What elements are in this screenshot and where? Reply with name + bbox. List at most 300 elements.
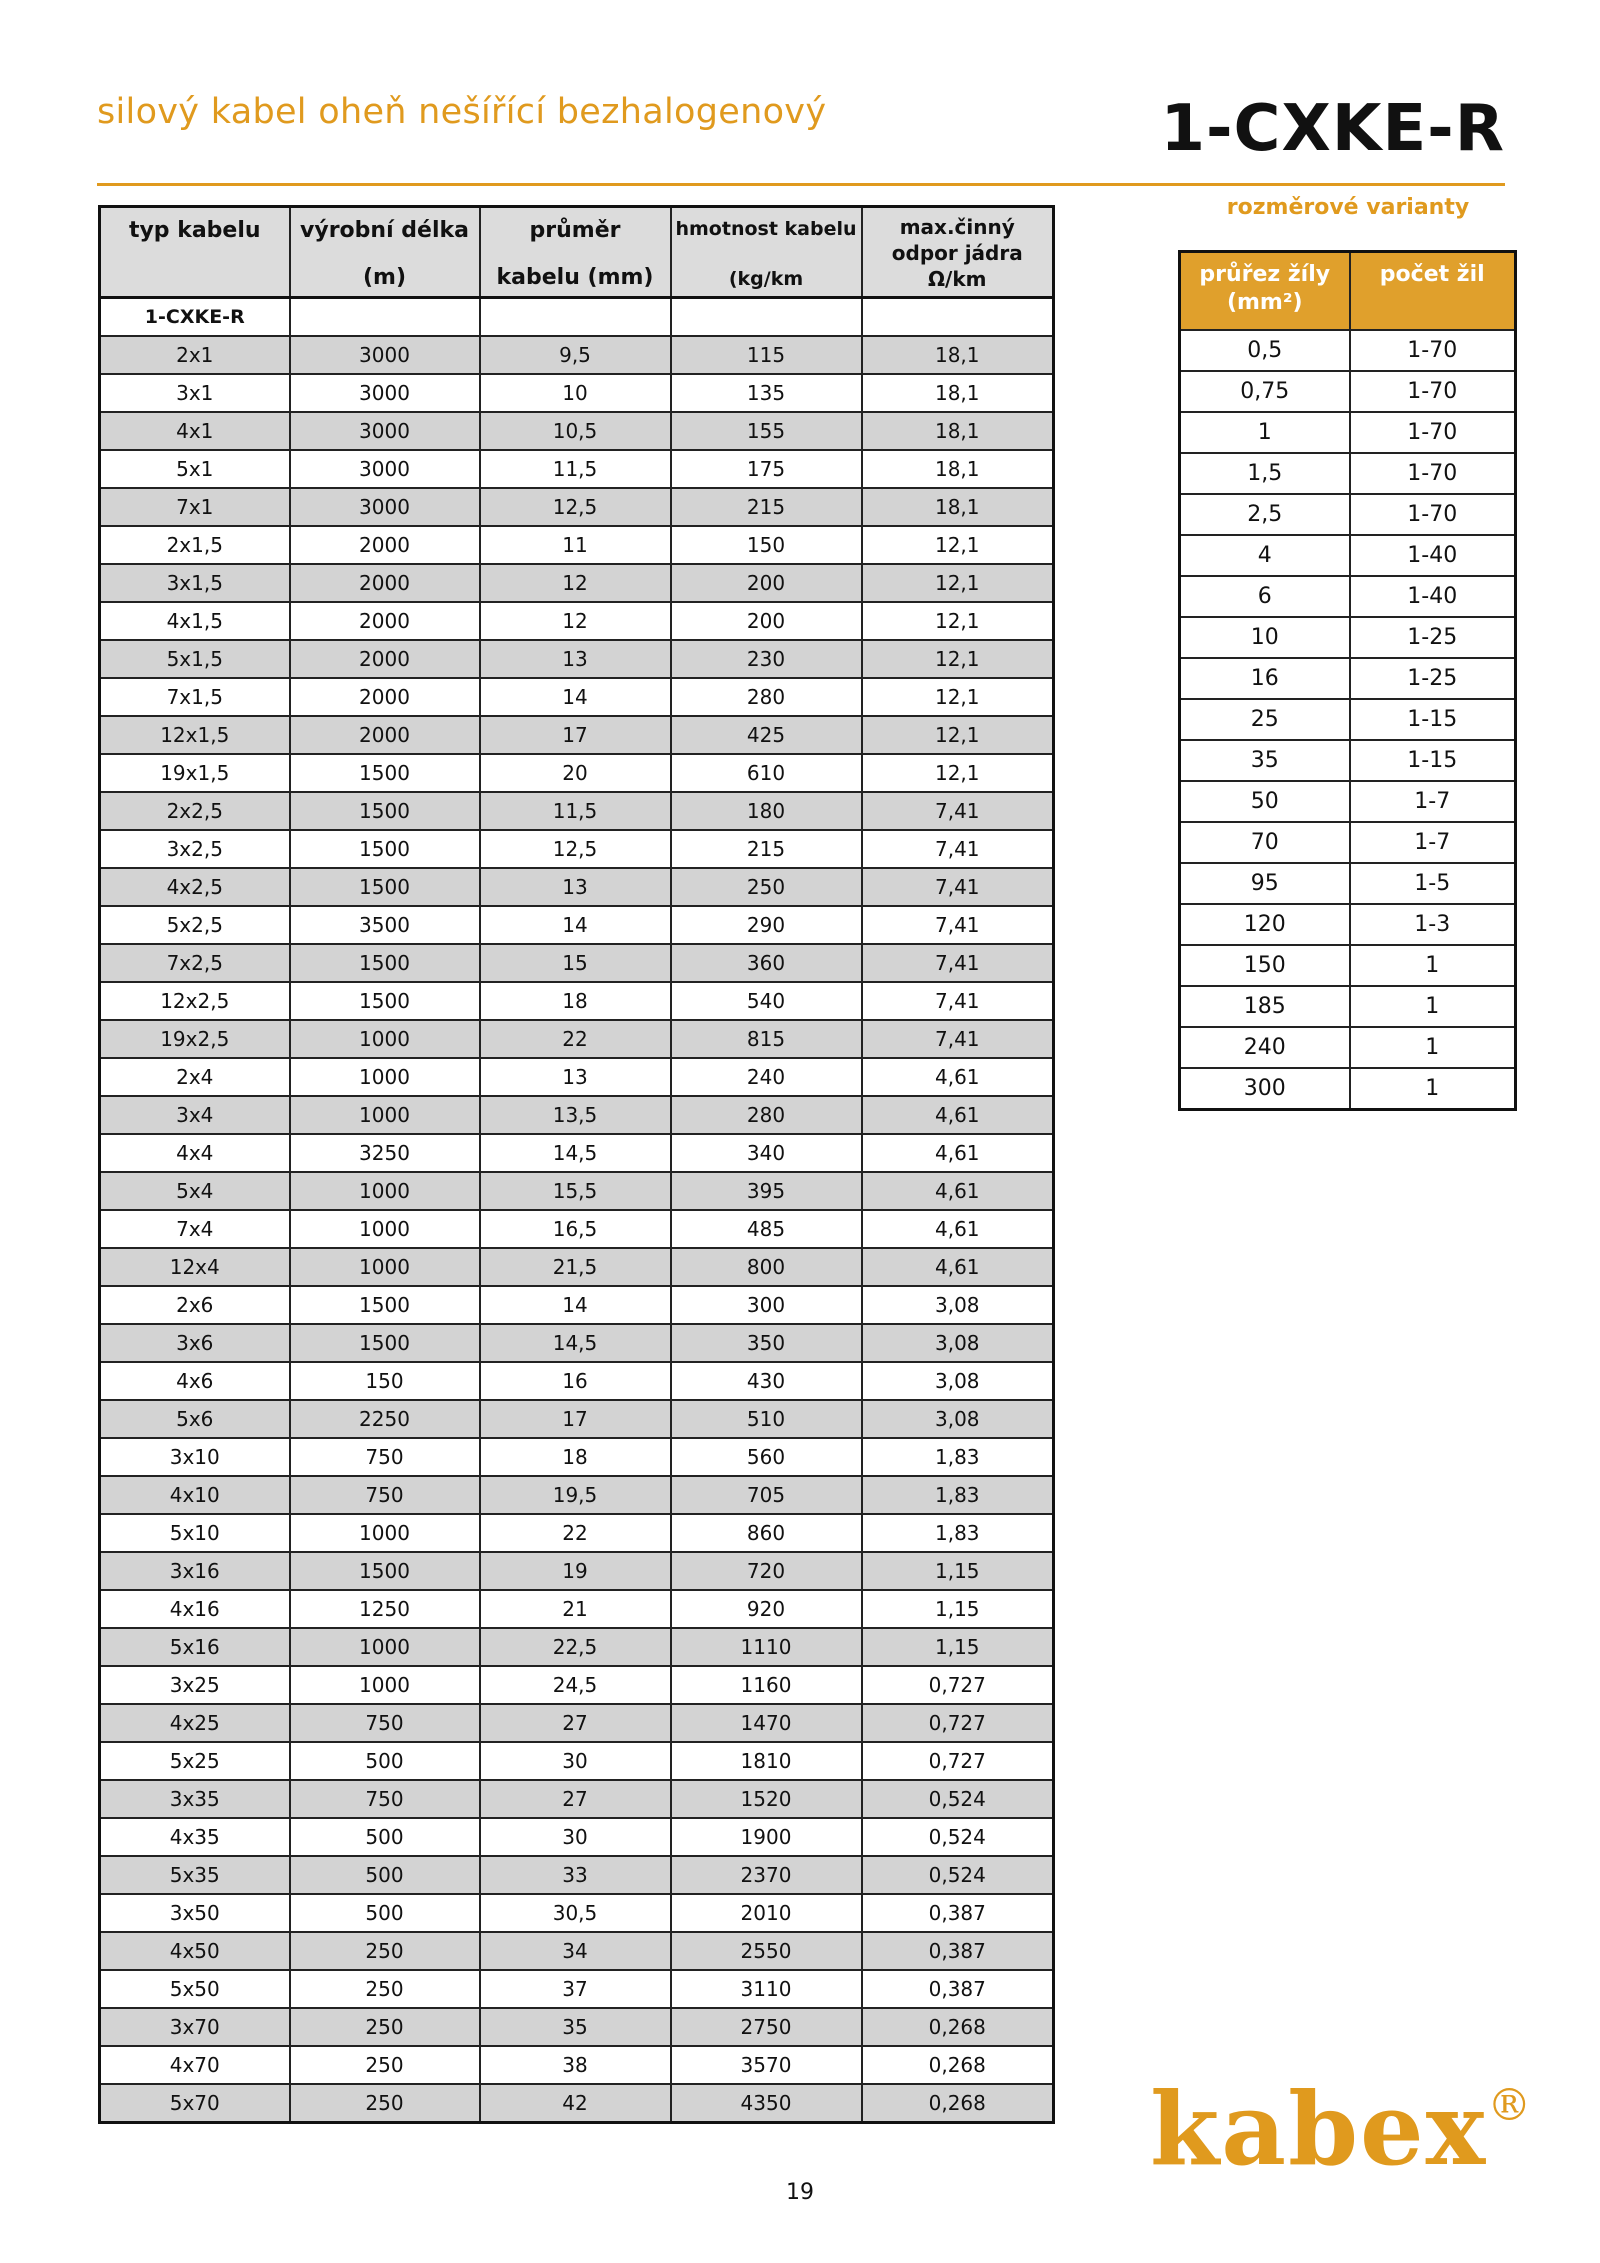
cell-length: 1250: [290, 1590, 480, 1628]
cell-length: 500: [290, 1818, 480, 1856]
table-row: [100, 944, 1054, 982]
table-row: [100, 1400, 1054, 1438]
cell-cross-section: 150: [1180, 945, 1350, 986]
cell-cable-type: 5x2,5: [100, 906, 290, 944]
cell-core-count: 1-25: [1350, 658, 1516, 699]
cell-cross-section: 35: [1180, 740, 1350, 781]
cell-resistance: 1,15: [862, 1628, 1054, 1666]
group-row: [100, 298, 1054, 337]
cell-cable-type: 7x1: [100, 488, 290, 526]
cell-length: 1500: [290, 1286, 480, 1324]
cell-cable-type: 4x6: [100, 1362, 290, 1400]
cell-cable-type: 5x25: [100, 1742, 290, 1780]
cell-weight: 510: [671, 1400, 862, 1438]
cell-resistance: 18,1: [862, 336, 1054, 374]
cell-cable-type: 5x10: [100, 1514, 290, 1552]
cell-diameter: 14,5: [480, 1134, 671, 1172]
page-number: 19: [786, 2180, 814, 2205]
cell-weight: 3570: [671, 2046, 862, 2084]
cell-weight: 705: [671, 1476, 862, 1514]
cell-cable-type: 2x1: [100, 336, 290, 374]
cell-diameter: 11,5: [480, 450, 671, 488]
cell-weight: 150: [671, 526, 862, 564]
cell-cable-type: 3x25: [100, 1666, 290, 1704]
cell-weight: 2750: [671, 2008, 862, 2046]
cell-length: 2000: [290, 526, 480, 564]
cell-cable-type: 7x2,5: [100, 944, 290, 982]
header-resistance-unit: Ω/km: [928, 267, 987, 291]
cell-core-count: 1-25: [1350, 617, 1516, 658]
cell-resistance: 7,41: [862, 1020, 1054, 1058]
cell-cross-section: 120: [1180, 904, 1350, 945]
cell-weight: 290: [671, 906, 862, 944]
cell-length: 1000: [290, 1020, 480, 1058]
cell-cable-type: 4x35: [100, 1818, 290, 1856]
cell-cable-type: 19x1,5: [100, 754, 290, 792]
cell-diameter: 13: [480, 1058, 671, 1096]
header-resistance: [862, 207, 1054, 298]
table-row: [100, 1628, 1054, 1666]
variant-row: [1180, 904, 1516, 945]
cell-diameter: 11: [480, 526, 671, 564]
cell-length: 750: [290, 1704, 480, 1742]
cell-core-count: 1-5: [1350, 863, 1516, 904]
table-row: [100, 678, 1054, 716]
cell-core-count: 1-3: [1350, 904, 1516, 945]
cell-diameter: 19: [480, 1552, 671, 1590]
table-row: [100, 1476, 1054, 1514]
cell-resistance: 12,1: [862, 678, 1054, 716]
cell-cable-type: 7x4: [100, 1210, 290, 1248]
cell-cable-type: 4x1: [100, 412, 290, 450]
cell-diameter: 13: [480, 640, 671, 678]
cell-diameter: 14: [480, 1286, 671, 1324]
cell-cross-section: 2,5: [1180, 494, 1350, 535]
cell-resistance: 0,268: [862, 2046, 1054, 2084]
cell-weight: 815: [671, 1020, 862, 1058]
cell-core-count: 1: [1350, 1027, 1516, 1068]
cell-resistance: 1,83: [862, 1476, 1054, 1514]
cell-cable-type: 4x70: [100, 2046, 290, 2084]
cell-resistance: 4,61: [862, 1096, 1054, 1134]
cell-cable-type: 5x70: [100, 2084, 290, 2123]
table-row: [100, 830, 1054, 868]
cell-diameter: 17: [480, 716, 671, 754]
cell-length: 250: [290, 1932, 480, 1970]
cell-weight: 540: [671, 982, 862, 1020]
variant-row: [1180, 412, 1516, 453]
cell-resistance: 12,1: [862, 526, 1054, 564]
table-row: [100, 412, 1054, 450]
size-variants-table: [1178, 250, 1517, 1111]
cell-resistance: 12,1: [862, 602, 1054, 640]
cell-cross-section: 1: [1180, 412, 1350, 453]
cell-weight: 2010: [671, 1894, 862, 1932]
cell-resistance: 7,41: [862, 906, 1054, 944]
cell-resistance: 18,1: [862, 450, 1054, 488]
cell-cross-section: 4: [1180, 535, 1350, 576]
cell-length: 1500: [290, 982, 480, 1020]
cell-cable-type: 3x10: [100, 1438, 290, 1476]
cell-diameter: 30,5: [480, 1894, 671, 1932]
cell-diameter: 27: [480, 1704, 671, 1742]
cell-diameter: 10: [480, 374, 671, 412]
cell-weight: 4350: [671, 2084, 862, 2123]
cable-parameters-table: [98, 205, 1055, 2124]
cell-weight: 180: [671, 792, 862, 830]
table-row: [100, 906, 1054, 944]
cell-length: 2000: [290, 564, 480, 602]
cell-diameter: 19,5: [480, 1476, 671, 1514]
group-empty-cell: [290, 298, 480, 337]
table-row: [100, 640, 1054, 678]
cell-cable-type: 3x2,5: [100, 830, 290, 868]
variant-row: [1180, 453, 1516, 494]
table-row: [100, 1932, 1054, 1970]
table-row: [100, 450, 1054, 488]
cell-diameter: 34: [480, 1932, 671, 1970]
cell-resistance: 4,61: [862, 1172, 1054, 1210]
registered-mark: ®: [1487, 2080, 1534, 2131]
cell-resistance: 18,1: [862, 488, 1054, 526]
cell-weight: 360: [671, 944, 862, 982]
cell-length: 3000: [290, 450, 480, 488]
header-divider: [97, 183, 1505, 186]
cell-cable-type: 4x16: [100, 1590, 290, 1628]
cell-diameter: 30: [480, 1818, 671, 1856]
cell-length: 500: [290, 1742, 480, 1780]
table-row: [100, 564, 1054, 602]
cell-diameter: 35: [480, 2008, 671, 2046]
cell-weight: 215: [671, 830, 862, 868]
cell-resistance: 0,268: [862, 2008, 1054, 2046]
variant-row: [1180, 576, 1516, 617]
cell-diameter: 15: [480, 944, 671, 982]
cell-diameter: 12,5: [480, 830, 671, 868]
cell-resistance: 7,41: [862, 944, 1054, 982]
cell-weight: 720: [671, 1552, 862, 1590]
cell-weight: 1470: [671, 1704, 862, 1742]
cell-cable-type: 4x4: [100, 1134, 290, 1172]
cell-length: 750: [290, 1780, 480, 1818]
cell-length: 1000: [290, 1096, 480, 1134]
cell-cable-type: 5x6: [100, 1400, 290, 1438]
cell-cable-type: 5x1,5: [100, 640, 290, 678]
cell-diameter: 21,5: [480, 1248, 671, 1286]
table-row: [100, 982, 1054, 1020]
cell-weight: 430: [671, 1362, 862, 1400]
variant-row: [1180, 863, 1516, 904]
cell-diameter: 12,5: [480, 488, 671, 526]
cell-diameter: 21: [480, 1590, 671, 1628]
cell-length: 3000: [290, 488, 480, 526]
cell-diameter: 9,5: [480, 336, 671, 374]
header-diameter-label: průměr: [529, 218, 621, 243]
cell-length: 2000: [290, 602, 480, 640]
table-row: [100, 1058, 1054, 1096]
cell-cable-type: 3x4: [100, 1096, 290, 1134]
cell-core-count: 1-15: [1350, 699, 1516, 740]
cell-weight: 1520: [671, 1780, 862, 1818]
cell-resistance: 1,83: [862, 1514, 1054, 1552]
cell-diameter: 22: [480, 1020, 671, 1058]
cell-diameter: 10,5: [480, 412, 671, 450]
cell-resistance: 1,15: [862, 1590, 1054, 1628]
cell-length: 1500: [290, 830, 480, 868]
cell-weight: 115: [671, 336, 862, 374]
table-row: [100, 336, 1054, 374]
variant-row: [1180, 822, 1516, 863]
table-row: [100, 1438, 1054, 1476]
cell-cable-type: 12x4: [100, 1248, 290, 1286]
cell-length: 250: [290, 1970, 480, 2008]
cell-diameter: 14: [480, 678, 671, 716]
cell-diameter: 14: [480, 906, 671, 944]
cell-weight: 215: [671, 488, 862, 526]
cell-cable-type: 2x4: [100, 1058, 290, 1096]
cell-resistance: 12,1: [862, 754, 1054, 792]
table-row: [100, 602, 1054, 640]
cell-cable-type: 3x6: [100, 1324, 290, 1362]
cell-cable-type: 3x1: [100, 374, 290, 412]
table-row: [100, 1286, 1054, 1324]
cell-weight: 240: [671, 1058, 862, 1096]
cell-cross-section: 185: [1180, 986, 1350, 1027]
table-row: [100, 1172, 1054, 1210]
group-label: 1-CXKE-R: [100, 298, 290, 337]
cell-diameter: 12: [480, 564, 671, 602]
variant-row: [1180, 658, 1516, 699]
cell-length: 1000: [290, 1058, 480, 1096]
cell-length: 750: [290, 1438, 480, 1476]
cell-weight: 230: [671, 640, 862, 678]
table-row: [100, 1020, 1054, 1058]
cell-cross-section: 10: [1180, 617, 1350, 658]
cell-cross-section: 0,5: [1180, 330, 1350, 371]
header-weight-label: hmotnost kabelu: [675, 218, 857, 240]
header-resistance-line2: odpor jádra: [891, 241, 1023, 265]
header-production-length: [290, 207, 480, 298]
variant-row: [1180, 494, 1516, 535]
cell-length: 500: [290, 1894, 480, 1932]
cell-core-count: 1-70: [1350, 412, 1516, 453]
table-header-row: [100, 207, 1054, 298]
table-row: [100, 792, 1054, 830]
cell-resistance: 0,524: [862, 1856, 1054, 1894]
cell-resistance: 3,08: [862, 1400, 1054, 1438]
cell-weight: 920: [671, 1590, 862, 1628]
cell-cable-type: 3x35: [100, 1780, 290, 1818]
cell-diameter: 11,5: [480, 792, 671, 830]
cell-length: 1000: [290, 1172, 480, 1210]
cell-cross-section: 25: [1180, 699, 1350, 740]
cell-length: 1000: [290, 1666, 480, 1704]
cell-core-count: 1-7: [1350, 822, 1516, 863]
cell-diameter: 16,5: [480, 1210, 671, 1248]
cell-weight: 135: [671, 374, 862, 412]
cell-diameter: 13,5: [480, 1096, 671, 1134]
cell-length: 1000: [290, 1514, 480, 1552]
cell-diameter: 37: [480, 1970, 671, 2008]
cell-cable-type: 4x50: [100, 1932, 290, 1970]
cell-length: 250: [290, 2008, 480, 2046]
table-row: [100, 374, 1054, 412]
variant-row: [1180, 699, 1516, 740]
cell-weight: 200: [671, 564, 862, 602]
group-empty-cell: [480, 298, 671, 337]
table-row: [100, 1134, 1054, 1172]
cell-cross-section: 300: [1180, 1068, 1350, 1110]
variant-row: [1180, 535, 1516, 576]
cell-cross-section: 16: [1180, 658, 1350, 699]
cell-weight: 800: [671, 1248, 862, 1286]
cell-resistance: 0,727: [862, 1704, 1054, 1742]
cell-length: 1500: [290, 1552, 480, 1590]
cell-weight: 175: [671, 450, 862, 488]
header-cable-type-label: typ kabelu: [128, 218, 261, 243]
cell-length: 150: [290, 1362, 480, 1400]
cell-length: 1000: [290, 1248, 480, 1286]
cell-length: 2000: [290, 716, 480, 754]
cell-diameter: 16: [480, 1362, 671, 1400]
cell-cable-type: 4x2,5: [100, 868, 290, 906]
header-length-label: výrobní délka: [300, 218, 469, 243]
variants-header-row: [1180, 252, 1516, 331]
cell-resistance: 0,524: [862, 1818, 1054, 1856]
cell-length: 3500: [290, 906, 480, 944]
cell-cable-type: 2x1,5: [100, 526, 290, 564]
cell-cross-section: 95: [1180, 863, 1350, 904]
cell-resistance: 3,08: [862, 1324, 1054, 1362]
header-cross-section: [1180, 252, 1350, 331]
cell-diameter: 17: [480, 1400, 671, 1438]
cell-cable-type: 3x1,5: [100, 564, 290, 602]
cell-diameter: 33: [480, 1856, 671, 1894]
cell-resistance: 3,08: [862, 1286, 1054, 1324]
cell-cable-type: 2x6: [100, 1286, 290, 1324]
cell-length: 3000: [290, 412, 480, 450]
variant-row: [1180, 1068, 1516, 1110]
cell-length: 1500: [290, 944, 480, 982]
cell-cable-type: 19x2,5: [100, 1020, 290, 1058]
cell-length: 1000: [290, 1210, 480, 1248]
cell-length: 1500: [290, 792, 480, 830]
table-row: [100, 1818, 1054, 1856]
table-row: [100, 1704, 1054, 1742]
cell-cable-type: 12x2,5: [100, 982, 290, 1020]
cell-weight: 300: [671, 1286, 862, 1324]
cell-weight: 1110: [671, 1628, 862, 1666]
cell-weight: 485: [671, 1210, 862, 1248]
cell-length: 3250: [290, 1134, 480, 1172]
cell-weight: 200: [671, 602, 862, 640]
cell-weight: 395: [671, 1172, 862, 1210]
cell-resistance: 0,387: [862, 1970, 1054, 2008]
cell-resistance: 3,08: [862, 1362, 1054, 1400]
cell-core-count: 1-70: [1350, 494, 1516, 535]
cell-resistance: 7,41: [862, 982, 1054, 1020]
header-resistance-line1: max.činný: [899, 215, 1015, 239]
cell-cross-section: 6: [1180, 576, 1350, 617]
variant-row: [1180, 1027, 1516, 1068]
cell-cable-type: 5x35: [100, 1856, 290, 1894]
cell-length: 3000: [290, 336, 480, 374]
cell-core-count: 1-15: [1350, 740, 1516, 781]
cell-weight: 3110: [671, 1970, 862, 2008]
cell-weight: 280: [671, 678, 862, 716]
variant-row: [1180, 945, 1516, 986]
cell-length: 250: [290, 2046, 480, 2084]
table-row: [100, 2084, 1054, 2123]
cell-core-count: 1-40: [1350, 576, 1516, 617]
table-row: [100, 1552, 1054, 1590]
cell-diameter: 30: [480, 1742, 671, 1780]
cell-weight: 1160: [671, 1666, 862, 1704]
cell-resistance: 4,61: [862, 1058, 1054, 1096]
cell-weight: 560: [671, 1438, 862, 1476]
cell-weight: 280: [671, 1096, 862, 1134]
table-row: [100, 1514, 1054, 1552]
cell-diameter: 22: [480, 1514, 671, 1552]
cell-weight: 155: [671, 412, 862, 450]
cell-diameter: 12: [480, 602, 671, 640]
cell-weight: 2550: [671, 1932, 862, 1970]
table-row: [100, 754, 1054, 792]
kabex-logo: [1150, 2070, 1533, 2188]
cell-length: 2250: [290, 1400, 480, 1438]
header-core-count: počet žil: [1350, 252, 1516, 331]
cell-core-count: 1-70: [1350, 453, 1516, 494]
cell-diameter: 18: [480, 1438, 671, 1476]
cell-resistance: 18,1: [862, 374, 1054, 412]
cell-cable-type: 12x1,5: [100, 716, 290, 754]
cell-cable-type: 4x10: [100, 1476, 290, 1514]
cell-length: 750: [290, 1476, 480, 1514]
cell-weight: 250: [671, 868, 862, 906]
cell-diameter: 14,5: [480, 1324, 671, 1362]
table-row: [100, 1248, 1054, 1286]
cell-resistance: 18,1: [862, 412, 1054, 450]
cell-cable-type: 5x50: [100, 1970, 290, 2008]
cell-cable-type: 2x2,5: [100, 792, 290, 830]
cell-resistance: 1,83: [862, 1438, 1054, 1476]
header-weight: [671, 207, 862, 298]
cell-diameter: 13: [480, 868, 671, 906]
table-row: [100, 868, 1054, 906]
cell-core-count: 1-70: [1350, 330, 1516, 371]
cell-cable-type: 3x16: [100, 1552, 290, 1590]
cell-weight: 610: [671, 754, 862, 792]
cell-resistance: 7,41: [862, 868, 1054, 906]
cell-weight: 340: [671, 1134, 862, 1172]
cell-resistance: 0,727: [862, 1666, 1054, 1704]
cell-cable-type: 5x1: [100, 450, 290, 488]
cell-weight: 860: [671, 1514, 862, 1552]
header-cross-section-label: průřez žíly: [1199, 262, 1331, 287]
cell-resistance: 4,61: [862, 1210, 1054, 1248]
product-title: 1-CXKE-R: [1160, 92, 1505, 166]
table-row: [100, 1970, 1054, 2008]
header-cross-section-unit: (mm²): [1226, 290, 1303, 315]
cell-resistance: 7,41: [862, 830, 1054, 868]
header-weight-unit: (kg/km: [728, 268, 804, 290]
table-row: [100, 1362, 1054, 1400]
group-empty-cell: [671, 298, 862, 337]
table-row: [100, 526, 1054, 564]
cell-diameter: 20: [480, 754, 671, 792]
cell-length: 2000: [290, 678, 480, 716]
cell-weight: 2370: [671, 1856, 862, 1894]
